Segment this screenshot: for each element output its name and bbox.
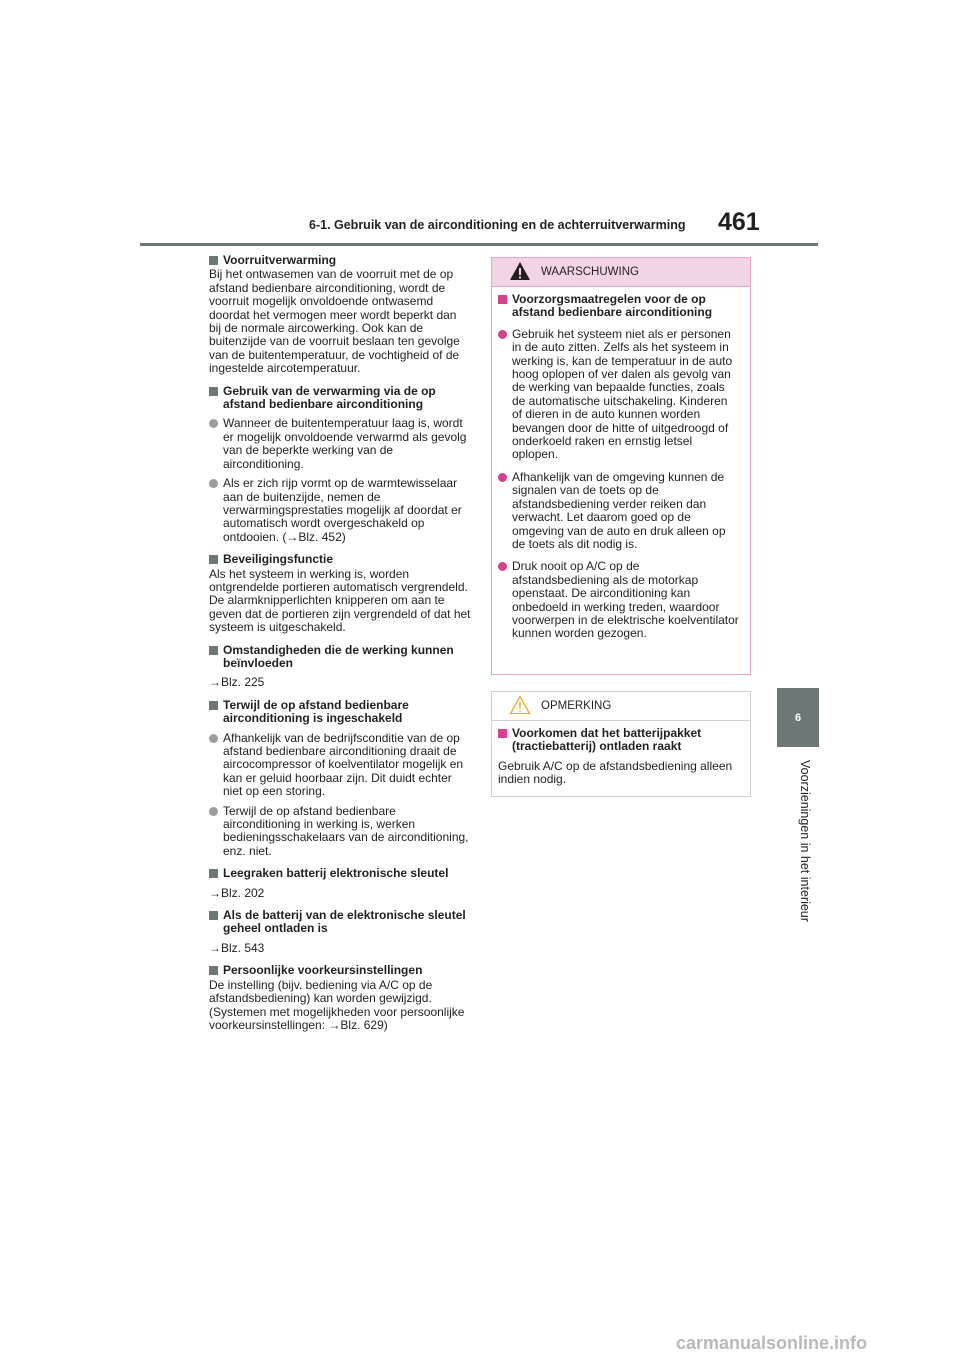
section-voorkeursinstellingen [209,964,471,1032]
section-heading [209,385,471,412]
bullet-item [209,805,471,859]
paragraph: Gebruik A/C op de afstandsbediening alleen indien nodig. [498,758,733,787]
heading-text: Omstandigheden die de werking kunnen beïnvloeden [223,642,454,670]
note-header [492,692,750,721]
square-bullet-icon [209,555,218,564]
heading-text: Voorzorgsmaatregelen voor de op afstand bedienbare airconditioning [512,292,713,320]
heading-text: Beveiligingsfunctie [223,552,334,567]
left-column [209,254,471,1041]
bullet-text: Afhankelijk van de omgeving kunnen de signalen van de toets op de afstandsbediening verder reiken dan verwacht. Let daarom goed op de omgeving van de auto en druk alleen op de toets als dit nodig is. [512,469,726,551]
heading-text: Leegraken batterij elektronische sleutel [223,866,449,881]
circle-bullet-icon [498,562,507,571]
square-bullet-icon [209,387,218,396]
chapter-side-label: Voorzieningen in het interieur [798,760,812,922]
chapter-tab: 6 [777,688,819,747]
caution-triangle-icon [509,695,531,715]
heading-text: Voorruitverwarming [223,253,337,267]
header-divider [140,243,818,246]
section-beveiligingsfunctie [209,553,471,634]
bullet-item [498,560,740,640]
section-ingeschakeld [209,699,471,858]
note-heading [498,727,740,754]
page-reference: →Blz. 225 [209,675,265,690]
paragraph: Bij het ontwasemen van de voorruit met de op afstand bedienbare airconditioning, wordt de voorruit mogelijk onvoldoende ontwasemd doordat het vermogen meer wordt beperkt dan bij de normale aircowerking. Ook kan de buitenzijde van de voorruit beslaan ten gevolge van de buitentemperatuur, de vochtigheid of de ingestelde aircotemperatuur. [209,267,460,376]
note-box [491,691,751,797]
section-voorruitverwarming [209,254,471,376]
circle-bullet-icon [498,330,507,339]
section-heading [209,644,471,671]
paragraph: Als het systeem in werking is, worden ontgrendelde portieren automatisch vergrendeld. De alarmknipperlichten knipperen om aan te geven dat de portieren zijn vergrendeld of dat het systeem is uitgeschakeld. [209,566,471,635]
circle-bullet-icon [498,473,507,482]
square-bullet-icon [209,966,218,975]
warning-body [492,287,750,641]
bullet-text: Gebruik het systeem niet als er personen in de auto zitten. Zelfs als het systeem in werking is, kan de temperatuur in de auto hoog oplopen of ver dalen als gevolg van de werking van bepaalde functies, zoals de automatische uitschakeling. Kinderen of dieren in de auto kunnen worden bevangen door de hitte of uitgedroogd of onderkoeld raken en ernstig letsel oplopen. [512,326,733,462]
bullet-text: Afhankelijk van de bedrijfsconditie van de op afstand bedienbare airconditioning draait de aircocompressor of koelventilator mogelijk en kan er geluid hoorbaar zijn. Dit duidt echter niet op een storing. [223,730,464,799]
section-heading [209,909,471,936]
warning-heading [498,293,740,320]
warning-triangle-icon [509,261,531,281]
section-batterij-ontladen [209,909,471,955]
heading-text: Als de batterij van de elektronische sleutel geheel ontladen is [223,908,466,936]
bullet-text: Wanneer de buitentemperatuur laag is, wordt er mogelijk onvoldoende verwarmd als gevolg van de beperkte werking van de airconditioning. [223,416,467,471]
section-omstandigheden [209,644,471,690]
square-bullet-icon [209,646,218,655]
square-bullet-icon [209,256,218,265]
page-reference: →Blz. 202 [209,885,265,900]
paragraph: De instelling (bijv. bediening via A/C op de afstandsbediening) kan worden gewijzigd. (Systemen met mogelijkheden voor persoonlijke voorkeursinstellingen: →Blz. 629) [209,977,465,1032]
warning-header [492,258,750,287]
circle-bullet-icon [209,807,218,816]
warning-box [491,257,751,675]
square-bullet-icon [209,911,218,920]
section-heading [209,964,471,977]
section-leegraken-batterij [209,867,471,900]
circle-bullet-icon [209,419,218,428]
note-body [492,721,750,787]
heading-text: Voorkomen dat het batterijpakket (tractiebatterij) ontladen raakt [512,726,702,754]
section-heading [209,699,471,726]
page-number: 461 [718,208,760,236]
bullet-item [209,732,471,799]
heading-text: Gebruik van de verwarming via de op afstand bedienbare airconditioning [223,383,436,412]
bullet-text: Als er zich rijp vormt op de warmtewisselaar aan de buitenzijde, nemen de verwarmingsprestaties mogelijk af doordat er automatisch wordt overgeschakeld op ontdooien. (→Blz. 452) [223,476,462,544]
bullet-item [209,477,471,544]
warning-label: WAARSCHUWING [541,266,639,278]
circle-bullet-icon [209,734,218,743]
page-header-title: 6-1. Gebruik van de airconditioning en de achterruitverwarming [309,218,686,232]
bullet-text: Druk nooit op A/C op de afstandsbediening als de motorkap openstaat. De airconditioning kan onbedoeld in werking treden, waardoor voorwerpen in de elektrische koelventilator kunnen worden gezogen. [512,559,739,641]
bullet-item [498,328,740,462]
section-heading [209,553,471,566]
square-bullet-icon [498,729,507,738]
square-bullet-icon [209,869,218,878]
heading-text: Persoonlijke voorkeursinstellingen [223,963,423,978]
section-verwarming [209,385,471,544]
note-label: OPMERKING [541,700,612,712]
bullet-item [209,417,471,471]
watermark-logo: carmanualsonline.info [676,1333,868,1353]
page-reference: →Blz. 543 [209,940,265,955]
section-heading [209,867,471,880]
square-bullet-icon [209,701,218,710]
bullet-item [498,471,740,551]
circle-bullet-icon [209,479,218,488]
bullet-text: Terwijl de op afstand bedienbare airconditioning in werking is, werken bedieningsschakelaars van de airconditioning, enz. niet. [223,803,469,858]
square-bullet-icon [498,295,507,304]
section-heading [209,254,471,267]
heading-text: Terwijl de op afstand bedienbare airconditioning is ingeschakeld [223,697,409,726]
